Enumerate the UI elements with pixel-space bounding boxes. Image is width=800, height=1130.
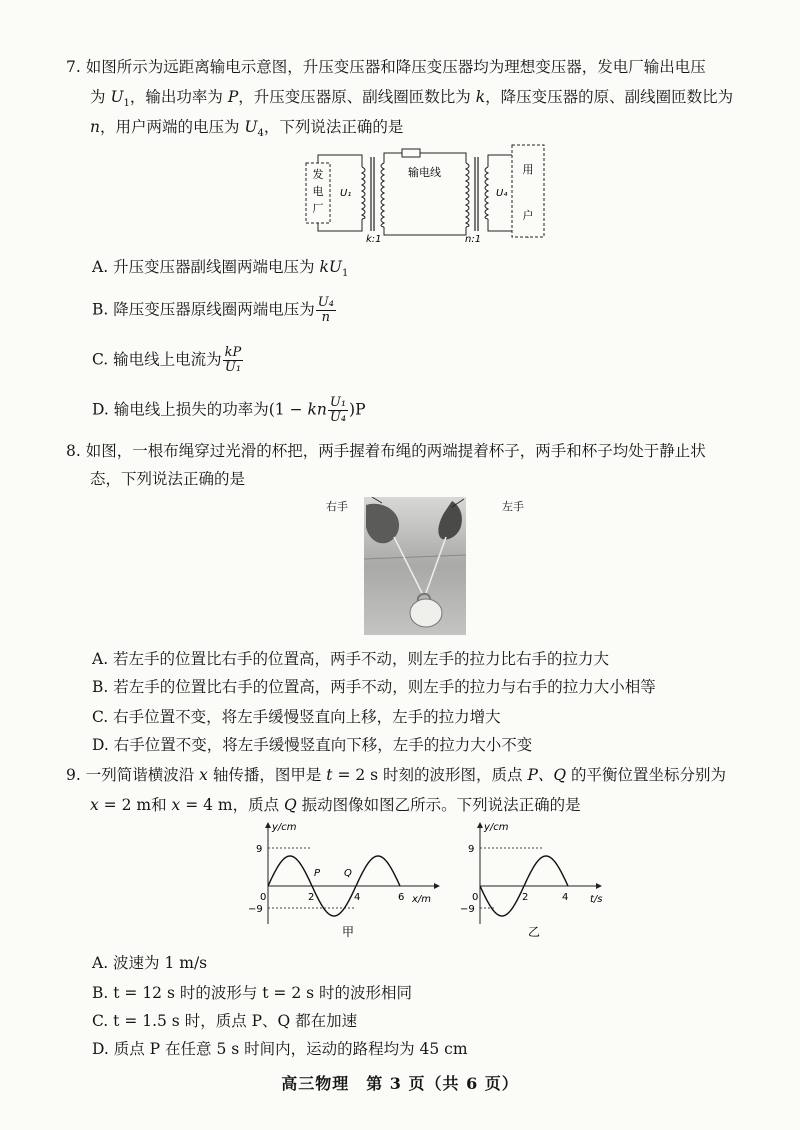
q9-option-c[interactable]: C. t = 1.5 s 时，质点 P、Q 都在加速 xyxy=(92,1012,358,1030)
q7-text: ，用户两端的电压为 xyxy=(99,118,245,136)
t-tick-2: 2 xyxy=(522,892,529,903)
fraction-numerator: U₁ xyxy=(329,395,347,410)
ratio-k: k:1 xyxy=(366,234,382,243)
line-top-right xyxy=(420,153,466,163)
q7-text: ，下列说法正确的是 xyxy=(263,118,404,136)
q9-var-x: x xyxy=(199,766,208,784)
q8-number: 8. xyxy=(66,442,81,460)
q9-text: = 4 m，质点 xyxy=(180,796,285,814)
y-axis-arrow xyxy=(265,822,271,828)
q7-option-b[interactable] xyxy=(92,296,337,325)
q7-stem-1: 如图所示为远距离输电示意图，升压变压器和降压变压器均为理想变压器，发电厂输出电压 xyxy=(85,58,706,76)
q8-line2 xyxy=(90,468,245,490)
photo-label-left: 左手 xyxy=(502,500,524,513)
q9-option-d[interactable]: D. 质点 P 在任意 5 s 时间内，运动的路程均为 45 cm xyxy=(92,1040,468,1058)
x-tick-0: 0 xyxy=(260,892,267,903)
line-bottom xyxy=(384,227,466,235)
option-text: A. 升压变压器副线圈两端电压为 xyxy=(92,258,320,276)
fraction xyxy=(328,396,348,425)
q9-text: 的平衡位置坐标分别为 xyxy=(566,766,727,784)
plant-label-3: 厂 xyxy=(312,202,324,215)
q7-text: ，升压变压器原、副线圈匝数比为 xyxy=(238,88,476,106)
t-tick-4: 4 xyxy=(562,892,569,903)
line-top-left xyxy=(384,153,402,163)
line-label: 输电线 xyxy=(408,166,441,179)
q9-text: 轴传播，图甲是 xyxy=(207,766,327,784)
plant-label-2: 电 xyxy=(312,185,324,198)
fraction-numerator: kP xyxy=(224,345,242,360)
transformer1-secondary-coil xyxy=(381,163,384,227)
transformer2-secondary-coil xyxy=(485,167,488,219)
q7-text: 为 xyxy=(90,88,111,106)
q7-line3 xyxy=(90,116,403,145)
point-p-label: P xyxy=(314,868,321,879)
y-axis-label: y/cm xyxy=(272,822,297,833)
q8-stem-2: 态，下列说法正确的是 xyxy=(90,470,246,488)
q7-line2 xyxy=(90,86,733,115)
q9-var-q: Q xyxy=(284,796,297,814)
q9-var-pq: P、Q xyxy=(527,766,567,784)
user-box xyxy=(512,145,544,237)
q9-option-a[interactable]: A. 波速为 1 m/s xyxy=(92,954,208,972)
y-tick-9: 9 xyxy=(256,844,263,855)
q7-var-n: n xyxy=(90,118,100,136)
graph-caption: 乙 xyxy=(528,925,541,939)
fraction xyxy=(223,346,244,375)
transformer2-primary-coil xyxy=(466,163,469,227)
option-expr: kU xyxy=(319,258,342,276)
fraction-denominator: U₁ xyxy=(224,360,242,375)
point-q-label: Q xyxy=(344,868,352,879)
y-tick-minus9: −9 xyxy=(460,904,475,915)
q9-var-x: x xyxy=(171,796,181,814)
q7-var-u: U xyxy=(244,118,258,136)
y-tick-9: 9 xyxy=(468,844,475,855)
q9-number: 9. xyxy=(66,766,81,784)
u1-label: U₁ xyxy=(340,188,352,199)
cup-photo xyxy=(364,497,466,635)
option-text: D. 输电线上损失的功率为(1 − xyxy=(92,400,308,419)
option-expr: kn xyxy=(307,400,327,419)
option-text: )P xyxy=(349,400,366,419)
primary-wire-top xyxy=(318,155,362,167)
t-axis-label: t/s xyxy=(590,894,603,905)
graph-caption: 甲 xyxy=(342,925,355,939)
x-tick-2: 2 xyxy=(308,892,315,903)
user-label-1: 用 xyxy=(522,163,534,176)
t-tick-0: 0 xyxy=(472,892,479,903)
fraction xyxy=(316,296,336,325)
q7-sub: 4 xyxy=(257,128,264,140)
option-sub: 1 xyxy=(341,268,349,280)
q7-option-a[interactable] xyxy=(92,256,348,285)
plant-label-1: 发 xyxy=(312,168,324,181)
graph-jia xyxy=(244,820,444,940)
primary-wire-bottom xyxy=(318,219,362,231)
q7-option-c[interactable] xyxy=(92,346,244,375)
q7-var-k: k xyxy=(475,88,486,106)
line-resistor xyxy=(402,149,420,157)
transformer1-primary-coil xyxy=(362,167,365,219)
fraction-denominator: U₄ xyxy=(329,410,347,425)
q7-var-u: U xyxy=(110,88,124,106)
q9-text: 一列简谐横波沿 xyxy=(85,766,200,784)
q7-text: ，输出功率为 xyxy=(129,88,228,106)
q7-option-d[interactable] xyxy=(92,396,366,425)
q7-var-p: P xyxy=(227,88,239,106)
user-label-2: 户 xyxy=(522,209,534,222)
cup xyxy=(410,599,442,627)
q9-text: = 2 m和 xyxy=(98,796,172,814)
graph-yi xyxy=(456,820,616,940)
x-tick-4: 4 xyxy=(354,892,361,903)
q8-line1 xyxy=(66,440,706,462)
q7-text: ，降压变压器的原、副线圈匝数比为 xyxy=(485,88,734,106)
fraction-denominator: n xyxy=(321,310,331,325)
q8-option-b[interactable]: B. 若左手的位置比右手的位置高，两手不动，则左手的拉力与右手的拉力大小相等 xyxy=(92,678,656,696)
t-axis-arrow xyxy=(596,883,602,889)
x-axis-label: x/m xyxy=(412,894,432,905)
q8-option-a[interactable]: A. 若左手的位置比右手的位置高，两手不动，则左手的拉力比右手的拉力大 xyxy=(92,650,610,668)
x-tick-6: 6 xyxy=(398,892,405,903)
y-axis-label: y/cm xyxy=(484,822,509,833)
page-footer: 高三物理 第 3 页（共 6 页） xyxy=(281,1074,519,1093)
y-tick-minus9: −9 xyxy=(248,904,263,915)
q9-line1 xyxy=(66,764,726,786)
q9-line2 xyxy=(90,794,581,816)
option-text: C. 输电线上电流为 xyxy=(92,350,222,369)
q8-option-d[interactable]: D. 右手位置不变，将左手缓慢竖直向下移，左手的拉力大小不变 xyxy=(92,736,533,754)
q9-text: 振动图像如图乙所示。下列说法正确的是 xyxy=(296,796,581,814)
q9-option-b[interactable]: B. t = 12 s 时的波形与 t = 2 s 时的波形相同 xyxy=(92,984,413,1002)
y-axis-arrow xyxy=(477,822,483,828)
photo-label-right: 右手 xyxy=(326,500,348,513)
q7-sub: 1 xyxy=(123,98,130,110)
q9-var-x: x xyxy=(90,796,99,814)
q9-text: = 2 s 时刻的波形图，质点 xyxy=(332,766,528,784)
q7-number: 7. xyxy=(66,58,81,76)
fraction-numerator: U₄ xyxy=(317,295,334,310)
q9-var-t: t xyxy=(326,766,333,784)
x-axis-arrow xyxy=(434,883,440,889)
ratio-n: n:1 xyxy=(465,234,482,243)
q8-option-c[interactable]: C. 右手位置不变，将左手缓慢竖直向上移，左手的拉力增大 xyxy=(92,708,501,726)
u4-label: U₄ xyxy=(496,188,508,199)
q8-stem-1: 如图，一根布绳穿过光滑的杯把，两手握着布绳的两端提着杯子，两手和杯子均处于静止状 xyxy=(85,442,706,460)
q7-line1 xyxy=(66,56,706,78)
transmission-diagram xyxy=(300,143,550,243)
option-text: B. 降压变压器原线圈两端电压为 xyxy=(92,300,315,319)
